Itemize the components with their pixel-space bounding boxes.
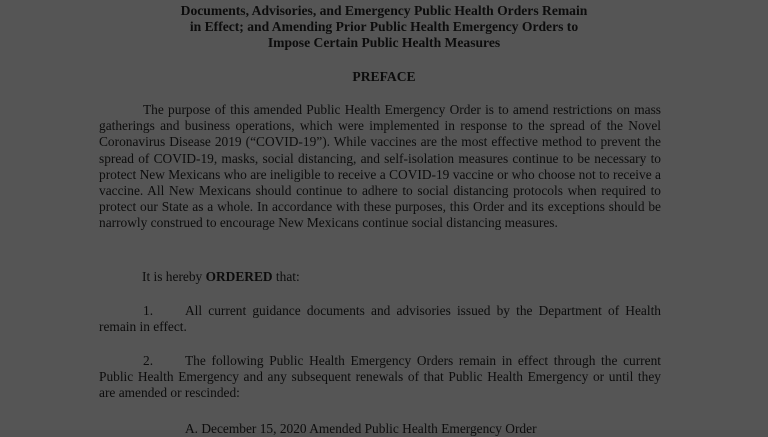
document-title-line-3: Impose Certain Public Health Measures xyxy=(267,35,501,50)
item-2-text: The following Public Health Emergency Orders remain in effect through the current Public Health Emergency and any subsequent renewals of that Public Health Emergency or until they are amended or rescinded: xyxy=(99,353,661,401)
item-1-number: 1. xyxy=(143,303,154,318)
item-2-number: 2. xyxy=(143,353,154,368)
ordered-paragraph xyxy=(142,269,542,285)
item-1-paragraph xyxy=(99,303,661,335)
preface-text: The purpose of this amended Public Health Emergency Order is to amend restrictions on mass gatherings and business operations, which were implemented in response to the spread of the Novel Coronavirus Disease 2019 (“COVID-19”). While vaccines are the most effective method to prevent the spread of COVID-19, masks, social distancing, and self-isolation measures continue to be necessary to protect New Mexicans who are ineligible to receive a COVID-19 vaccine or who choose not to receive a vaccine. All New Mexicans should continue to adhere to social distancing protocols when required to protect our State as a whole. In accordance with these purposes, this Order and its exceptions should be narrowly construed to encourage New Mexicans continue social distancing measures. xyxy=(99,102,661,231)
ordered-suffix: that: xyxy=(272,269,300,284)
document-title-line-1: Documents, Advisories, and Emergency Public Health Orders Remain xyxy=(180,3,588,18)
item-a-paragraph xyxy=(185,421,661,437)
preface-paragraph xyxy=(99,102,661,232)
ordered-prefix: It is hereby xyxy=(142,269,206,284)
section-heading-preface: PREFACE xyxy=(352,69,416,84)
ordered-keyword: ORDERED xyxy=(205,269,273,284)
item-1-text: All current guidance documents and advisories issued by the Department of Health remain in effect. xyxy=(99,303,661,335)
document-title-line-2: in Effect; and Amending Prior Public Health Emergency Orders to xyxy=(189,19,579,34)
item-2-paragraph xyxy=(99,353,661,402)
item-a-text: A. December 15, 2020 Amended Public Health Emergency Order xyxy=(185,421,537,436)
